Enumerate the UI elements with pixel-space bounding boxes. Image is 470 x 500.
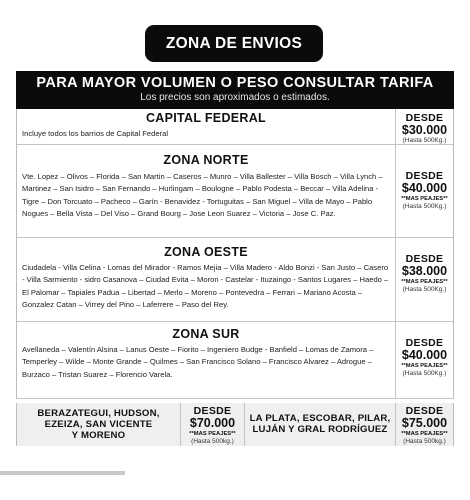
price-value: $75.000 [401,416,448,430]
peajes-note: **MAS PEAJES** [401,431,448,437]
banner-subtitle: Los precios son aproximados o estimados. [140,92,330,103]
zone-info [17,109,395,144]
weight-limit: (Hasta 500kg.) [191,438,234,445]
desde-label: DESDE [405,112,444,124]
desde-label: DESDE [405,405,444,417]
weight-limit: (Hasta 500Kg.) [402,370,447,377]
zone-price-cell [395,238,453,321]
zone-price-cell [395,322,453,398]
peajes-note: **MAS PEAJES** [401,279,448,285]
zone-row-capital [17,109,453,145]
place-line: Y MORENO [71,430,126,442]
zone-description: Vte. Lopez – Olivos – Florida – San Martin – Caseros – Munro – Villa Ballester – Villa Bosch – Villa Lynch – Martinez – San Isidro – San Fernando – Hurlingam – Boulogne – Pablo Podesta – Beccar – Villa Adelina - Tigre – Don Torcuato – Pacheco – Garín - Benavidez - Tortuguitas – San Miguel – Villa de Mayo – Pablo Nogues – Bella Vista – Del Viso – Grand Bourg – Jose Leon Suarez – Victoria – Jose C. Paz. [22,172,383,219]
weight-limit: (Hasta 500Kg.) [402,286,447,293]
desde-label: DESDE [405,337,444,349]
zone-description: Ciudadela - Villa Celina - Lomas del Mirador - Ramos Mejia – Villa Madero - Aldo Bonzi - San Justo – Casero - Villa Sarmiento - sidro Casanova – Ciudad Evita – Moron - Castelar - Ituzaingo - Santos Lugares – Haedo – El Palomar – Tapiales Padua – Libertad – Merlo – Moreno – Pontevedra – Ferrari – Mariano Acosta – Gonzalez Catan – Virrey del Pino – Laferrere – Paso del Rey. [22,263,389,310]
peajes-note: **MAS PEAJES** [401,196,448,202]
price-value: $38.000 [401,264,448,278]
zone-price-cell [395,109,453,144]
zone-row-oeste [17,238,453,322]
zone-title: ZONA SUR [172,327,240,341]
zone-info [17,238,395,321]
place-line: LUJÁN Y GRAL RODRÍGUEZ [252,424,388,436]
zone-title: ZONA NORTE [163,153,249,167]
price-value: $30.000 [401,123,448,137]
desde-label: DESDE [405,253,444,265]
desde-label: DESDE [193,405,232,417]
weight-limit: (Hasta 500Kg.) [402,137,447,144]
price-value: $40.000 [401,348,448,362]
zone-info [17,145,395,237]
banner-title: PARA MAYOR VOLUMEN O PESO CONSULTAR TARIFA [36,75,434,91]
footer-divider [0,471,125,475]
zone-price-cell [395,145,453,237]
extra-zone-places [245,403,395,446]
volume-banner [16,71,454,109]
weight-limit: (Hasta 500kg.) [403,438,446,445]
zone-description: Avellaneda – Valentín Alsina – Lanus Oeste – Fiorito – Ingeniero Budge - Banfield – Lomas de Zamora – Temperley – Wilde – Monte Grande – Quilmes – San Francisco Solano – Francisco Alvarez – Adrogue – Burzaco – Tristan Suarez – Florencio Varela. [22,345,374,379]
extra-zone-price-cell [181,403,244,446]
zones-table [16,109,454,399]
zone-row-sur [17,322,453,399]
price-value: $40.000 [401,181,448,195]
place-line: LA PLATA, ESCOBAR, PILAR, [249,413,391,424]
page-title: ZONA DE ENVIOS [145,25,323,62]
desde-label: DESDE [405,170,444,182]
extra-zone-places [17,403,180,446]
zone-info [17,322,395,398]
price-value: $70.000 [189,416,236,430]
zone-title: CAPITAL FEDERAL [145,111,266,125]
zone-title: ZONA OESTE [164,245,248,259]
weight-limit: (Hasta 500Kg.) [402,203,447,210]
peajes-note: **MAS PEAJES** [189,431,236,437]
extra-zone-price-cell [396,403,453,446]
place-line: BERAZATEGUI, HUDSON, [37,408,160,419]
zone-row-norte [17,145,453,238]
extra-zones-row [16,403,454,446]
peajes-note: **MAS PEAJES** [401,363,448,369]
place-line: EZEIZA, SAN VICENTE [44,419,153,431]
zone-description: Incluye todos los barrios de Capital Federal [22,129,169,138]
